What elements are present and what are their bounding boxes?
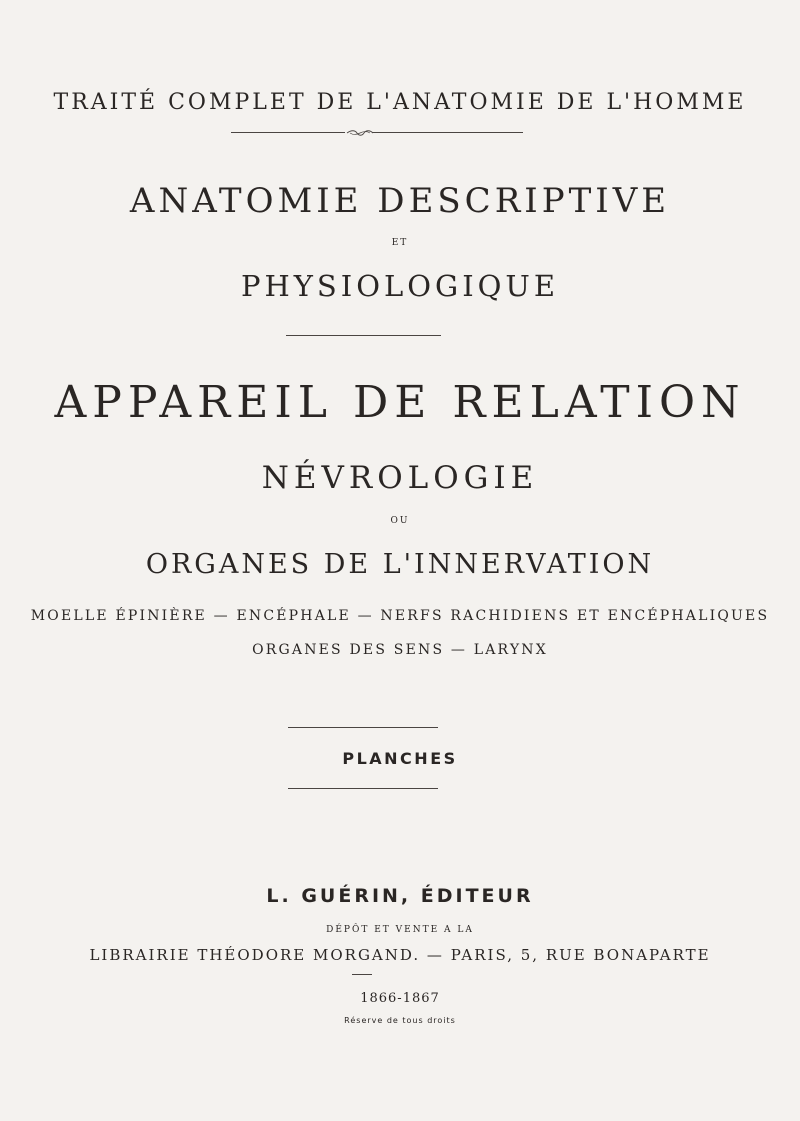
divider-after-subtitle xyxy=(286,335,441,336)
contents-line-2: ORGANES DES SENS — LARYNX xyxy=(252,642,548,658)
alternate-title: ORGANES DE L'INNERVATION xyxy=(145,549,655,580)
divider-below-planches xyxy=(288,788,438,789)
scroll-ornament-svg xyxy=(346,129,374,137)
section-heading: APPAREIL DE RELATION xyxy=(54,377,746,428)
publisher-name: L. GUÉRIN, ÉDITEUR xyxy=(266,885,534,907)
subtitle: PHYSIOLOGIQUE xyxy=(240,269,560,303)
top-divider-left xyxy=(231,132,345,133)
contents-line-1: MOELLE ÉPINIÈRE — ENCÉPHALE — NERFS RACHIDIENS ET ENCÉPHALIQUES xyxy=(30,608,770,624)
conjunction-et: ET xyxy=(391,238,409,248)
conjunction-ou: OU xyxy=(390,516,410,526)
divider-above-planches xyxy=(288,727,438,728)
series-title: TRAITÉ COMPLET DE L'ANATOMIE DE L'HOMME xyxy=(53,90,747,115)
top-divider-right xyxy=(372,132,523,133)
rights-notice: Réserve de tous droits xyxy=(344,1016,456,1025)
short-divider xyxy=(352,974,372,975)
bookshop-address: LIBRAIRIE THÉODORE MORGAND. — PARIS, 5, RUE BONAPARTE xyxy=(89,946,711,964)
volume-label: PLANCHES xyxy=(342,749,458,768)
main-title: ANATOMIE DESCRIPTIVE xyxy=(129,181,671,221)
scroll-ornament-icon xyxy=(346,128,374,139)
section-topic: NÉVROLOGIE xyxy=(261,460,539,496)
depot-line: DÉPÔT ET VENTE A LA xyxy=(326,925,474,935)
publication-dates: 1866-1867 xyxy=(360,991,440,1006)
